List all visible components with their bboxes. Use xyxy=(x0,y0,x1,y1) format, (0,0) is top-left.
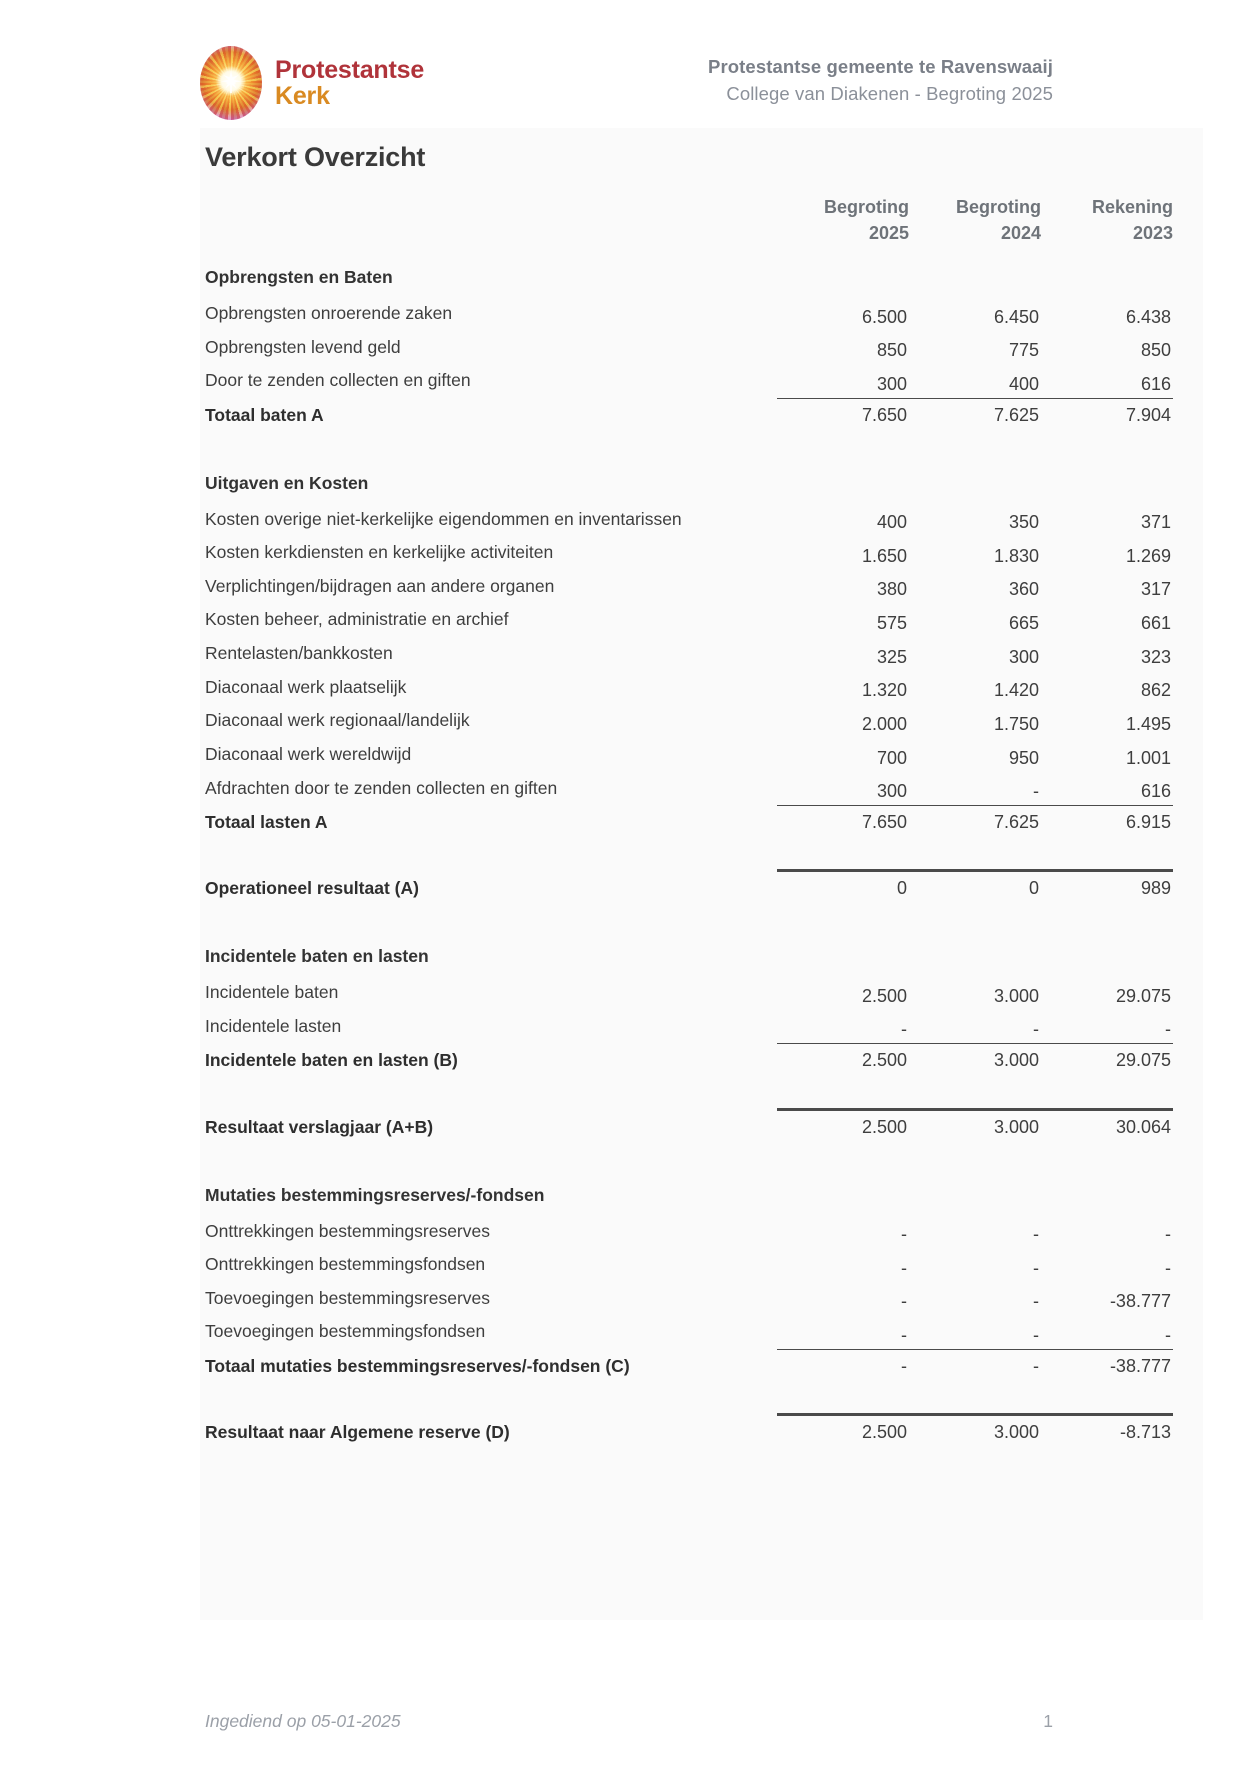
row-value-2023: 661 xyxy=(1140,613,1171,634)
row-label: Resultaat naar Algemene reserve (D) xyxy=(205,1422,510,1443)
table-row xyxy=(205,704,1173,738)
table-row xyxy=(205,603,1173,637)
row-value-2025: 2.000 xyxy=(861,714,907,734)
row-value-2023: 616 xyxy=(1140,780,1171,801)
row-value-2025: 300 xyxy=(876,373,907,394)
row-label: Incidentele lasten xyxy=(205,1015,342,1036)
table-row xyxy=(205,536,1173,570)
row-value-2023: 29.075 xyxy=(1115,985,1171,1006)
total-value-2024: 7.625 xyxy=(909,398,1041,430)
result-value-2024: 0 xyxy=(909,871,1041,904)
section-heading-label: Opbrengsten en Baten xyxy=(205,267,393,288)
row-value-2025: 1.320 xyxy=(861,680,907,701)
row-label: Kosten beheer, administratie en archief xyxy=(205,609,509,630)
table-row xyxy=(205,772,1173,806)
total-value-2025: 7.650 xyxy=(777,805,909,837)
result-value-2025: 2.500 xyxy=(777,1415,909,1448)
column-header-year: 2025 xyxy=(868,222,909,243)
footer-page-number: 1 xyxy=(1043,1711,1053,1731)
spacer-row xyxy=(205,837,1173,871)
row-value-2023: 1.001 xyxy=(1125,747,1171,768)
total-value-2023: 6.915 xyxy=(1041,805,1173,837)
table-row xyxy=(205,364,1173,398)
table-row xyxy=(205,637,1173,671)
brand-line-protestantse: Protestantse xyxy=(275,55,425,84)
table-result-row-verslagjaar xyxy=(205,1109,1173,1142)
header-right-block xyxy=(708,46,1053,108)
row-value-2024: 3.000 xyxy=(993,985,1039,1006)
table-row xyxy=(205,297,1173,331)
row-value-2024: 350 xyxy=(1008,512,1039,533)
row-value-2023: 616 xyxy=(1140,373,1171,394)
section-heading-label: Incidentele baten en lasten xyxy=(205,946,429,967)
table-header-row xyxy=(205,195,1173,258)
sunburst-dove-logo-icon xyxy=(200,46,262,120)
row-label: Kosten overige niet-kerkelijke eigendommen en inventarissen xyxy=(205,508,682,529)
row-value-2025: 300 xyxy=(876,780,907,801)
table-row xyxy=(205,1282,1173,1316)
row-value-2023: 1.269 xyxy=(1125,545,1171,566)
total-value-2025: - xyxy=(777,1349,909,1381)
table-total-row-incidentele xyxy=(205,1044,1173,1076)
row-value-2025: 6.500 xyxy=(861,306,907,327)
row-value-2025: 400 xyxy=(876,512,907,533)
row-label: Rentelasten/bankkosten xyxy=(205,643,393,664)
row-label: Door te zenden collecten en giften xyxy=(205,370,471,391)
row-label: Resultaat verslagjaar (A+B) xyxy=(205,1116,434,1137)
section-heading-label: Mutaties bestemmingsreserves/-fondsen xyxy=(205,1184,545,1205)
brand-wordmark xyxy=(275,57,424,110)
row-label: Diaconaal werk regionaal/landelijk xyxy=(205,710,470,731)
row-label: Afdrachten door te zenden collecten en giften xyxy=(205,777,558,798)
row-value-2023: - xyxy=(1165,1324,1171,1345)
row-value-2024: 775 xyxy=(1008,340,1039,361)
row-value-2023: - xyxy=(1165,1019,1171,1040)
total-value-2023: 29.075 xyxy=(1041,1044,1173,1076)
footer-submitted-date: Ingediend op 05-01-2025 xyxy=(205,1711,401,1731)
row-value-2023: 317 xyxy=(1140,579,1171,600)
row-value-2024: 1.420 xyxy=(993,680,1039,701)
table-row xyxy=(205,671,1173,705)
table-row xyxy=(205,976,1173,1010)
table-total-row-lasten xyxy=(205,805,1173,837)
spacer-row xyxy=(205,1381,1173,1415)
row-value-2024: - xyxy=(1033,1224,1039,1245)
row-label: Onttrekkingen bestemmingsfondsen xyxy=(205,1254,486,1275)
column-header-year: 2024 xyxy=(1000,222,1041,243)
total-value-2024: 3.000 xyxy=(909,1044,1041,1076)
row-label: Kosten kerkdiensten en kerkelijke activiteiten xyxy=(205,542,554,563)
financial-summary-table xyxy=(205,195,1173,1447)
brand-line-kerk: Kerk xyxy=(275,82,330,110)
total-value-2025: 2.500 xyxy=(777,1044,909,1076)
row-value-2023: 862 xyxy=(1140,680,1171,701)
row-label: Totaal baten A xyxy=(205,404,324,425)
section-heading-incidentele xyxy=(205,937,1173,976)
row-value-2024: - xyxy=(1033,1019,1039,1040)
row-label: Operationeel resultaat (A) xyxy=(205,878,419,899)
row-value-2023: 850 xyxy=(1140,340,1171,361)
row-value-2023: 1.495 xyxy=(1125,714,1171,734)
result-value-2024: 3.000 xyxy=(909,1415,1041,1448)
result-value-2025: 0 xyxy=(777,871,909,904)
row-label: Totaal lasten A xyxy=(205,811,328,832)
row-label: Opbrengsten onroerende zaken xyxy=(205,303,453,324)
row-value-2023: -38.777 xyxy=(1109,1291,1171,1312)
row-value-2023: 323 xyxy=(1140,646,1171,667)
row-label: Verplichtingen/bijdragen aan andere organen xyxy=(205,575,555,596)
column-header-line1: Begroting xyxy=(956,197,1041,217)
table-row xyxy=(205,1215,1173,1249)
row-value-2025: - xyxy=(901,1291,907,1312)
row-value-2023: - xyxy=(1165,1257,1171,1278)
row-value-2023: 6.438 xyxy=(1125,306,1171,327)
row-value-2025: - xyxy=(901,1257,907,1278)
row-label: Incidentele baten en lasten (B) xyxy=(205,1050,458,1071)
row-value-2025: 850 xyxy=(876,340,907,361)
page-title: Verkort Overzicht xyxy=(205,142,426,172)
table-result-row-operationeel xyxy=(205,871,1173,904)
total-value-2023: -38.777 xyxy=(1041,1349,1173,1381)
row-value-2025: - xyxy=(901,1324,907,1345)
report-body xyxy=(0,120,1258,1447)
row-value-2023: 371 xyxy=(1140,512,1171,533)
row-value-2025: 2.500 xyxy=(861,985,907,1006)
row-value-2024: - xyxy=(1033,1291,1039,1312)
row-value-2024: - xyxy=(1033,1324,1039,1345)
row-value-2024: 6.450 xyxy=(993,306,1039,327)
row-label: Diaconaal werk wereldwijd xyxy=(205,744,412,764)
section-heading-lasten xyxy=(205,464,1173,503)
brand-logo xyxy=(200,46,424,120)
row-label: Onttrekkingen bestemmingsreserves xyxy=(205,1220,490,1241)
column-header-year: 2023 xyxy=(1132,222,1173,243)
table-row xyxy=(205,1248,1173,1282)
column-header-line1: Begroting xyxy=(824,197,909,217)
result-value-2023: 989 xyxy=(1041,871,1173,904)
page-footer xyxy=(205,1711,1053,1732)
row-value-2025: 1.650 xyxy=(861,545,907,566)
row-label: Diaconaal werk plaatselijk xyxy=(205,676,407,697)
row-value-2025: 700 xyxy=(876,747,907,768)
dove-icon xyxy=(220,69,242,95)
row-value-2025: 325 xyxy=(876,646,907,667)
table-result-row-algemene-reserve xyxy=(205,1415,1173,1448)
result-value-2025: 2.500 xyxy=(777,1109,909,1142)
table-row xyxy=(205,503,1173,537)
spacer-row xyxy=(205,903,1173,937)
table-row xyxy=(205,570,1173,604)
total-value-2024: 7.625 xyxy=(909,805,1041,837)
row-value-2024: 300 xyxy=(1008,646,1039,667)
row-value-2025: 575 xyxy=(876,613,907,634)
row-value-2024: - xyxy=(1033,780,1039,801)
result-value-2023: 30.064 xyxy=(1041,1109,1173,1142)
table-total-row-mutaties xyxy=(205,1349,1173,1381)
row-value-2025: - xyxy=(901,1224,907,1245)
row-value-2024: 1.830 xyxy=(993,545,1039,566)
row-value-2024: 665 xyxy=(1008,613,1039,634)
spacer-row xyxy=(205,1075,1173,1109)
row-label: Totaal mutaties bestemmingsreserves/-fondsen (C) xyxy=(205,1355,630,1376)
section-heading-mutaties xyxy=(205,1176,1173,1215)
row-value-2024: 400 xyxy=(1008,373,1039,394)
row-value-2024: 950 xyxy=(1008,747,1039,768)
table-row xyxy=(205,1010,1173,1044)
row-value-2024: - xyxy=(1033,1257,1039,1278)
header-subtitle: College van Diakenen - Begroting 2025 xyxy=(726,82,1053,104)
spacer-row xyxy=(205,1142,1173,1176)
row-value-2024: 360 xyxy=(1008,579,1039,600)
row-label: Opbrengsten levend geld xyxy=(205,336,401,357)
section-heading-baten xyxy=(205,258,1173,297)
column-header-begroting-2024 xyxy=(909,195,1041,258)
page-header xyxy=(0,0,1258,120)
table-row xyxy=(205,331,1173,365)
header-organisation: Protestantse gemeente te Ravenswaaij xyxy=(708,56,1053,77)
row-value-2025: - xyxy=(901,1019,907,1040)
total-value-2024: - xyxy=(909,1349,1041,1381)
row-label: Incidentele baten xyxy=(205,982,339,1003)
column-header-line1: Rekening xyxy=(1091,197,1173,217)
spacer-row xyxy=(205,430,1173,464)
total-value-2025: 7.650 xyxy=(777,398,909,430)
row-label: Toevoegingen bestemmingsfondsen xyxy=(205,1321,486,1342)
column-header-rekening-2023 xyxy=(1041,195,1173,258)
result-value-2023: -8.713 xyxy=(1041,1415,1173,1448)
row-value-2023: - xyxy=(1165,1224,1171,1245)
row-value-2024: 1.750 xyxy=(993,714,1039,734)
row-label: Toevoegingen bestemmingsreserves xyxy=(205,1287,491,1308)
section-heading-label: Uitgaven en Kosten xyxy=(205,472,369,493)
total-value-2023: 7.904 xyxy=(1041,398,1173,430)
row-value-2025: 380 xyxy=(876,579,907,600)
table-total-row-baten xyxy=(205,398,1173,430)
header-spacer-cell xyxy=(205,195,777,258)
table-row xyxy=(205,738,1173,772)
table-row xyxy=(205,1315,1173,1349)
result-value-2024: 3.000 xyxy=(909,1109,1041,1142)
column-header-begroting-2025 xyxy=(777,195,909,258)
